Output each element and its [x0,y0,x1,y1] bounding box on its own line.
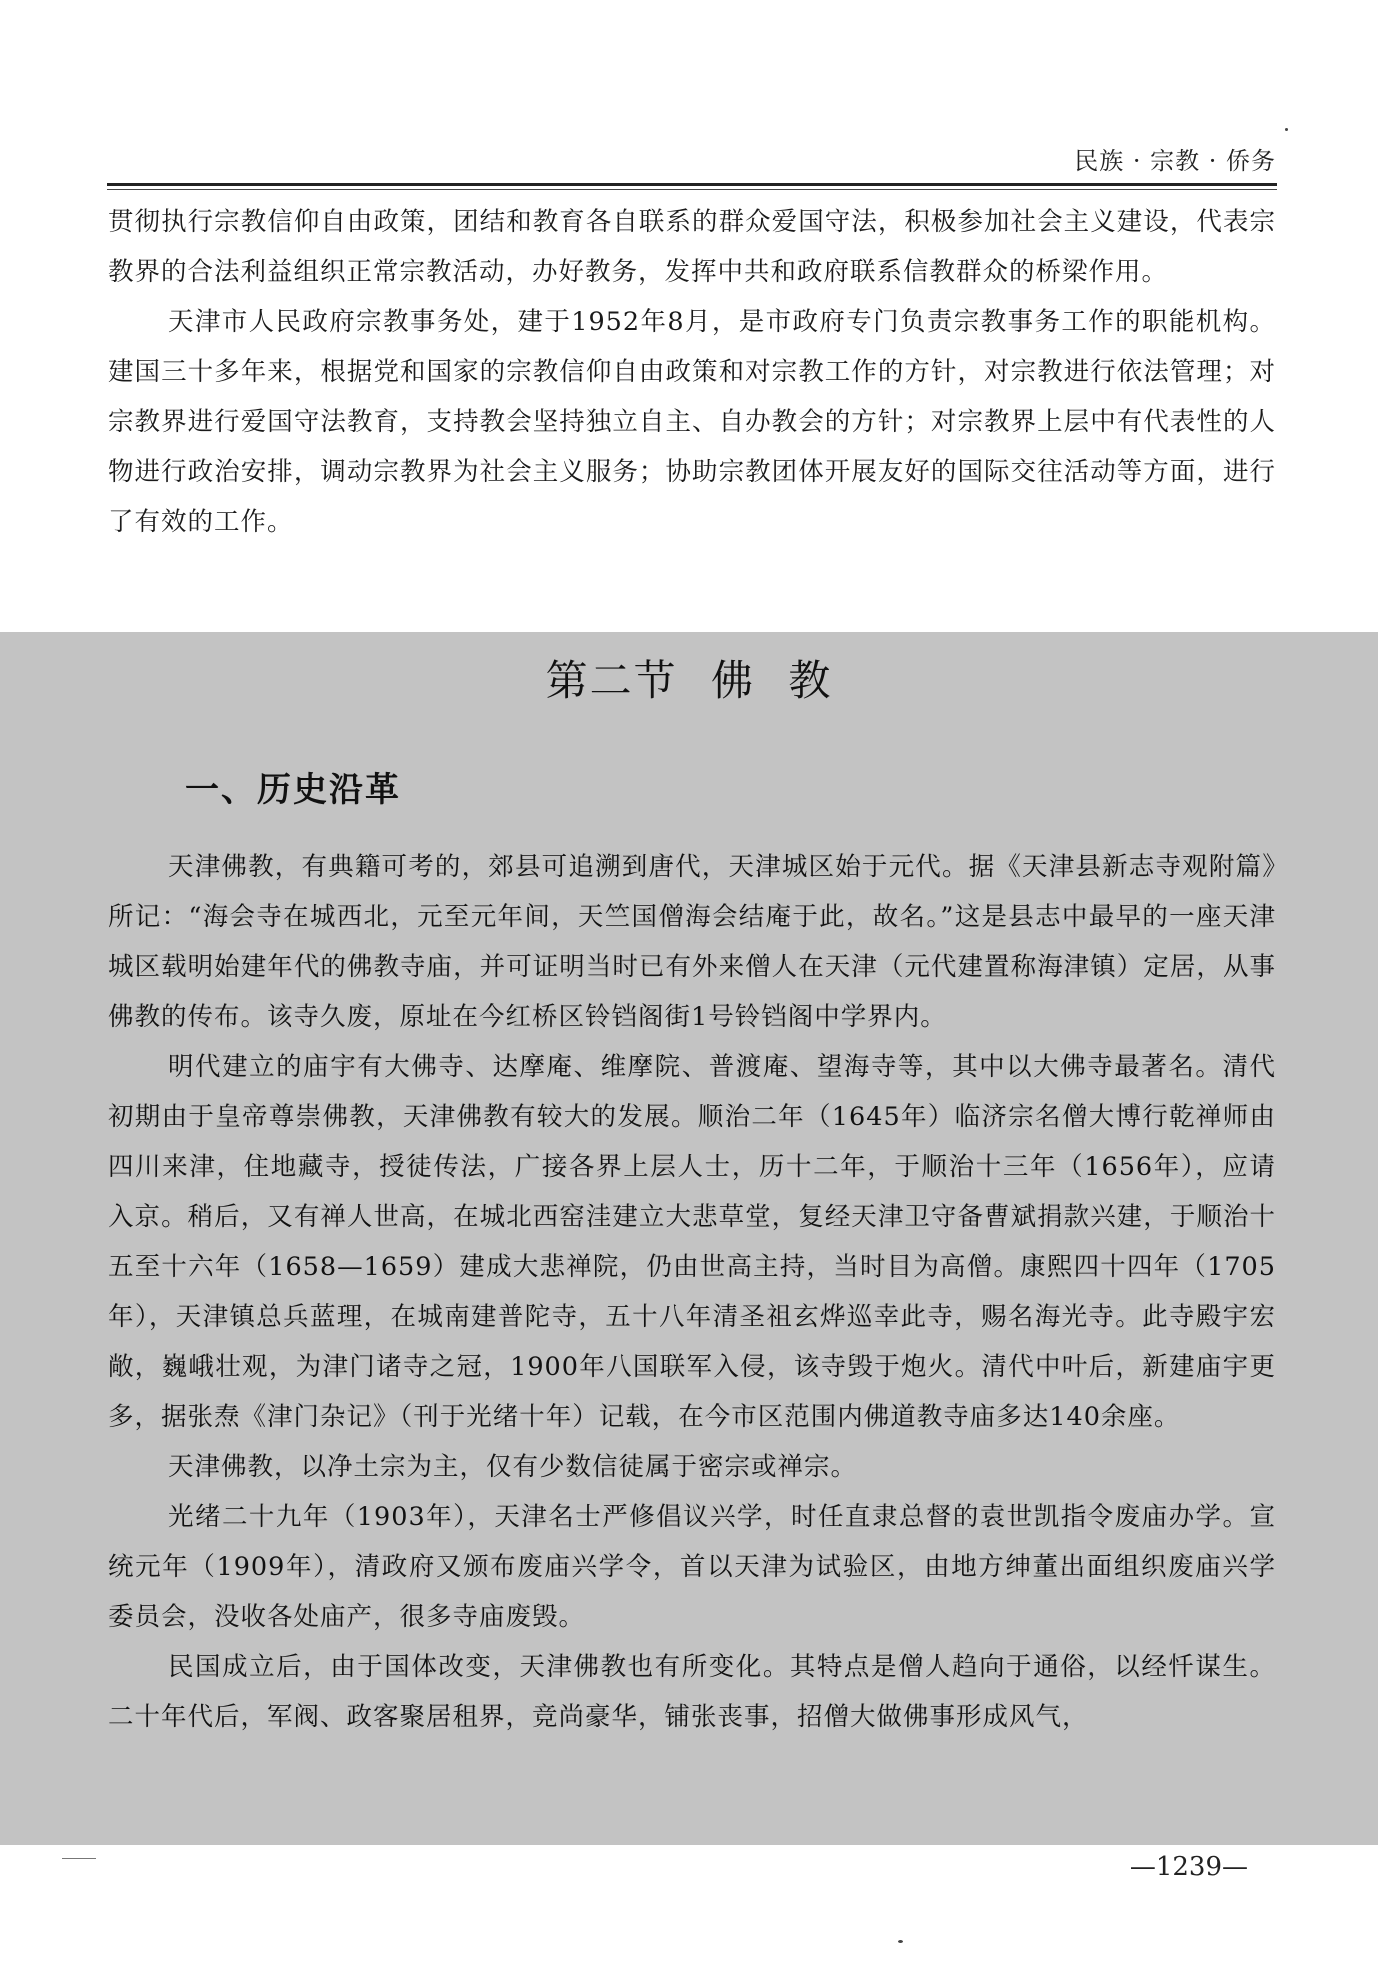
paragraph-continued: 贯彻执行宗教信仰自由政策，团结和教育各自联系的群众爱国守法，积极参加社会主义建设，代表宗教界的合法利益组织正常宗教活动，办好教务，发挥中共和政府联系信教群众的桥梁作用。 [108,207,1276,287]
paragraph: 天津佛教，以净土宗为主，仅有少数信徒属于密宗或禅宗。 [168,1452,858,1482]
paragraph: 天津市人民政府宗教事务处，建于1952年8月，是市政府专门负责宗教事务工作的职能机构。建国三十多年来，根据党和国家的宗教信仰自由政策和对宗教工作的方针，对宗教进行依法管理；对宗教界进行爱国守法教育，支持教会坚持独立自主、自办教会的方针；对宗教界上层中有代表性的人物进行政治安排，调动宗教界为社会主义服务；协助宗教团体开展友好的国际交往活动等方面，进行了有效的工作。 [108,307,1276,537]
paragraph: 明代建立的庙宇有大佛寺、达摩庵、维摩院、普渡庵、望海寺等，其中以大佛寺最著名。清代初期由于皇帝尊崇佛教，天津佛教有较大的发展。顺治二年（1645年）临济宗名僧大博行乾禅师由四川来津，住地藏寺，授徒传法，广接各界上层人士，历十二年，于顺治十三年（1656年），应请入京。稍后，又有禅人世高，在城北西窑洼建立大悲草堂，复经天津卫守备曹斌捐款兴建，于顺治十五至十六年（1658—1659）建成大悲禅院，仍由世高主持，当时目为高僧。康熙四十四年（1705年），天津镇总兵蓝理，在城南建普陀寺，五十八年清圣祖玄烨巡幸此寺，赐名海光寺。此寺殿宇宏敞，巍峨壮观，为津门诸寺之冠，1900年八国联军入侵，该寺毁于炮火。清代中叶后，新建庙宇更多，据张焘《津门杂记》（刊于光绪十年）记载，在今市区范围内佛道教寺庙多达140余座。 [108,1052,1276,1432]
scan-speck [1285,128,1288,131]
top-text-block [108,197,1276,547]
header-rule-thin [107,189,1277,190]
paragraph: 光绪二十九年（1903年），天津名士严修倡议兴学，时任直隶总督的袁世凯指令废庙办学。宣统元年（1909年），清政府又颁布废庙兴学令，首以天津为试验区，由地方绅董出面组织废庙兴学委员会，没收各处庙产，很多寺庙废毁。 [108,1502,1276,1632]
section-title: 第二节 佛 教 [545,656,833,705]
page-number: —1239— [1129,1852,1248,1882]
scan-speck [62,1858,96,1859]
paragraph: 民国成立后，由于国体改变，天津佛教也有所变化。其特点是僧人趋向于通俗，以经忏谋生。二十年代后，军阀、政客聚居租界，竞尚豪华，铺张丧事，招僧大做佛事形成风气， [108,1652,1276,1732]
section-body [108,842,1276,1742]
scan-speck [898,1940,903,1943]
paragraph: 天津佛教，有典籍可考的，郊县可追溯到唐代，天津城区始于元代。据《天津县新志寺观附篇》所记：“海会寺在城西北，元至元年间，天竺国僧海会结庵于此，故名。”这是县志中最早的一座天津城区载明始建年代的佛教寺庙，并可证明当时已有外来僧人在天津（元代建置称海津镇）定居，从事佛教的传布。该寺久废，原址在今红桥区铃铛阁街1号铃铛阁中学界内。 [108,852,1276,1032]
subsection-heading: 一、历史沿革 [185,770,401,810]
header-rule-thick [107,183,1277,186]
running-header: 民族 · 宗教 · 侨务 [1074,147,1276,175]
